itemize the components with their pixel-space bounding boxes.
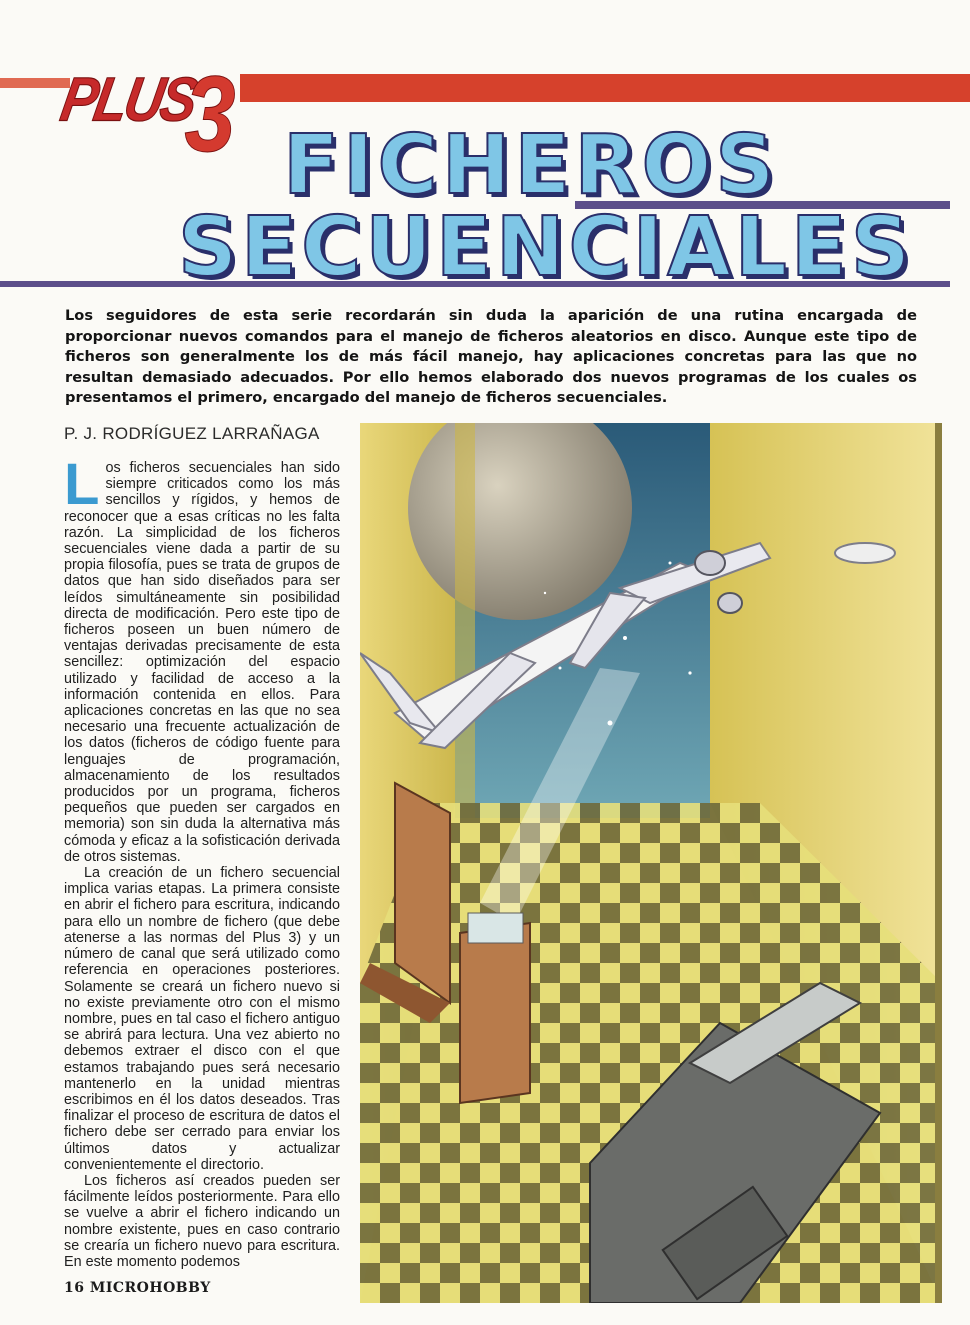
page-footer: 16 MICROHOBBY	[64, 1280, 211, 1296]
body-paragraph-1: Los ficheros secuenciales han sido siempre criticados como los más sencillos y rígidos, y hemos de reconocer que a esas críticas no les falta razón. La simplicidad de los ficheros secuenciales viene dada a partir de su propia filosofía, pues se trata de grupos de datos que han sido diseñados para ser leídos simultáneamente sin posibilidad directa de modificación. Pero este tipo de ficheros poseen un buen número de ventajas derivadas precisamente de esta sencillez: optimización del espacio utilizado y facilidad de acceso a la información contenida en ellos. Para aplicaciones concretas en las que no sea necesario una frecuente actualización de los datos (ficheros de código fuente para lenguajes de programación, almacenamiento de los resultados producidos por un programa, ficheros pequeños que pueden ser cargados en memoria) son sin duda la alternativa más cómoda y eficaz a la sofisticación derivada de otros sistemas.	[64, 452, 340, 865]
header-stripe-top	[240, 74, 970, 102]
article-title-line2: SECUENCIALES	[178, 200, 914, 295]
drop-cap: L	[64, 452, 100, 517]
body-paragraph-3: Los ficheros así creados pueden ser fácilmente leídos posteriormente. Para ello se vuelve a abrir el fichero indicando un nombre existente, pues en caso contrario se crearía un fichero nuevo para escritura. En este momento podemos	[64, 1172, 340, 1270]
body-paragraph-2: La creación de un fichero secuencial implica varias etapas. La primera consiste en abrir el fichero para escritura, indicando para ello un nombre de fichero (que debe atenerse a las normas del Plus 3) y un número de canal que será utilizado como referencia en operaciones posteriores. Solamente se creará un fichero nuevo si no existe previamente otro con el mismo nombre, pues en tal caso el fichero antiguo se abrirá para lectura. Una vez abierto no debemos extraer el disco con el que estamos trabajando pues será necesario mantenerlo en la unidad mientras escribimos en él los datos deseados. Tras finalizar el proceso de escritura de datos el fichero debe ser cerrado para enviar los últimos datos y actualizar convenientemente el directorio.	[64, 865, 340, 1173]
lead-paragraph: Los seguidores de esta serie recordarán sin duda la aparición de una rutina encargada de proporcionar nuevos comandos para el manejo de ficheros aleatorios en disco. Aunque este tipo de ficheros son generalmente los de más fácil manejo, hay aplicaciones concretas para las que no resultan demasiado adecuados. Por ello hemos elaborado dos nuevos programas de los cuales os presentamos el primero, encargado del manejo de ficheros secuenciales.	[65, 307, 917, 406]
article-title-line1: FICHEROS	[283, 118, 779, 213]
series-logo-plus: PLUS	[55, 65, 201, 135]
illustration-spaceship-room	[360, 423, 942, 1303]
author-byline: P. J. RODRÍGUEZ LARRAÑAGA	[64, 424, 320, 443]
series-logo-number: 3	[184, 53, 236, 174]
series-logo	[55, 53, 252, 174]
header-stripe-left	[0, 78, 70, 88]
article-body	[64, 452, 340, 1270]
